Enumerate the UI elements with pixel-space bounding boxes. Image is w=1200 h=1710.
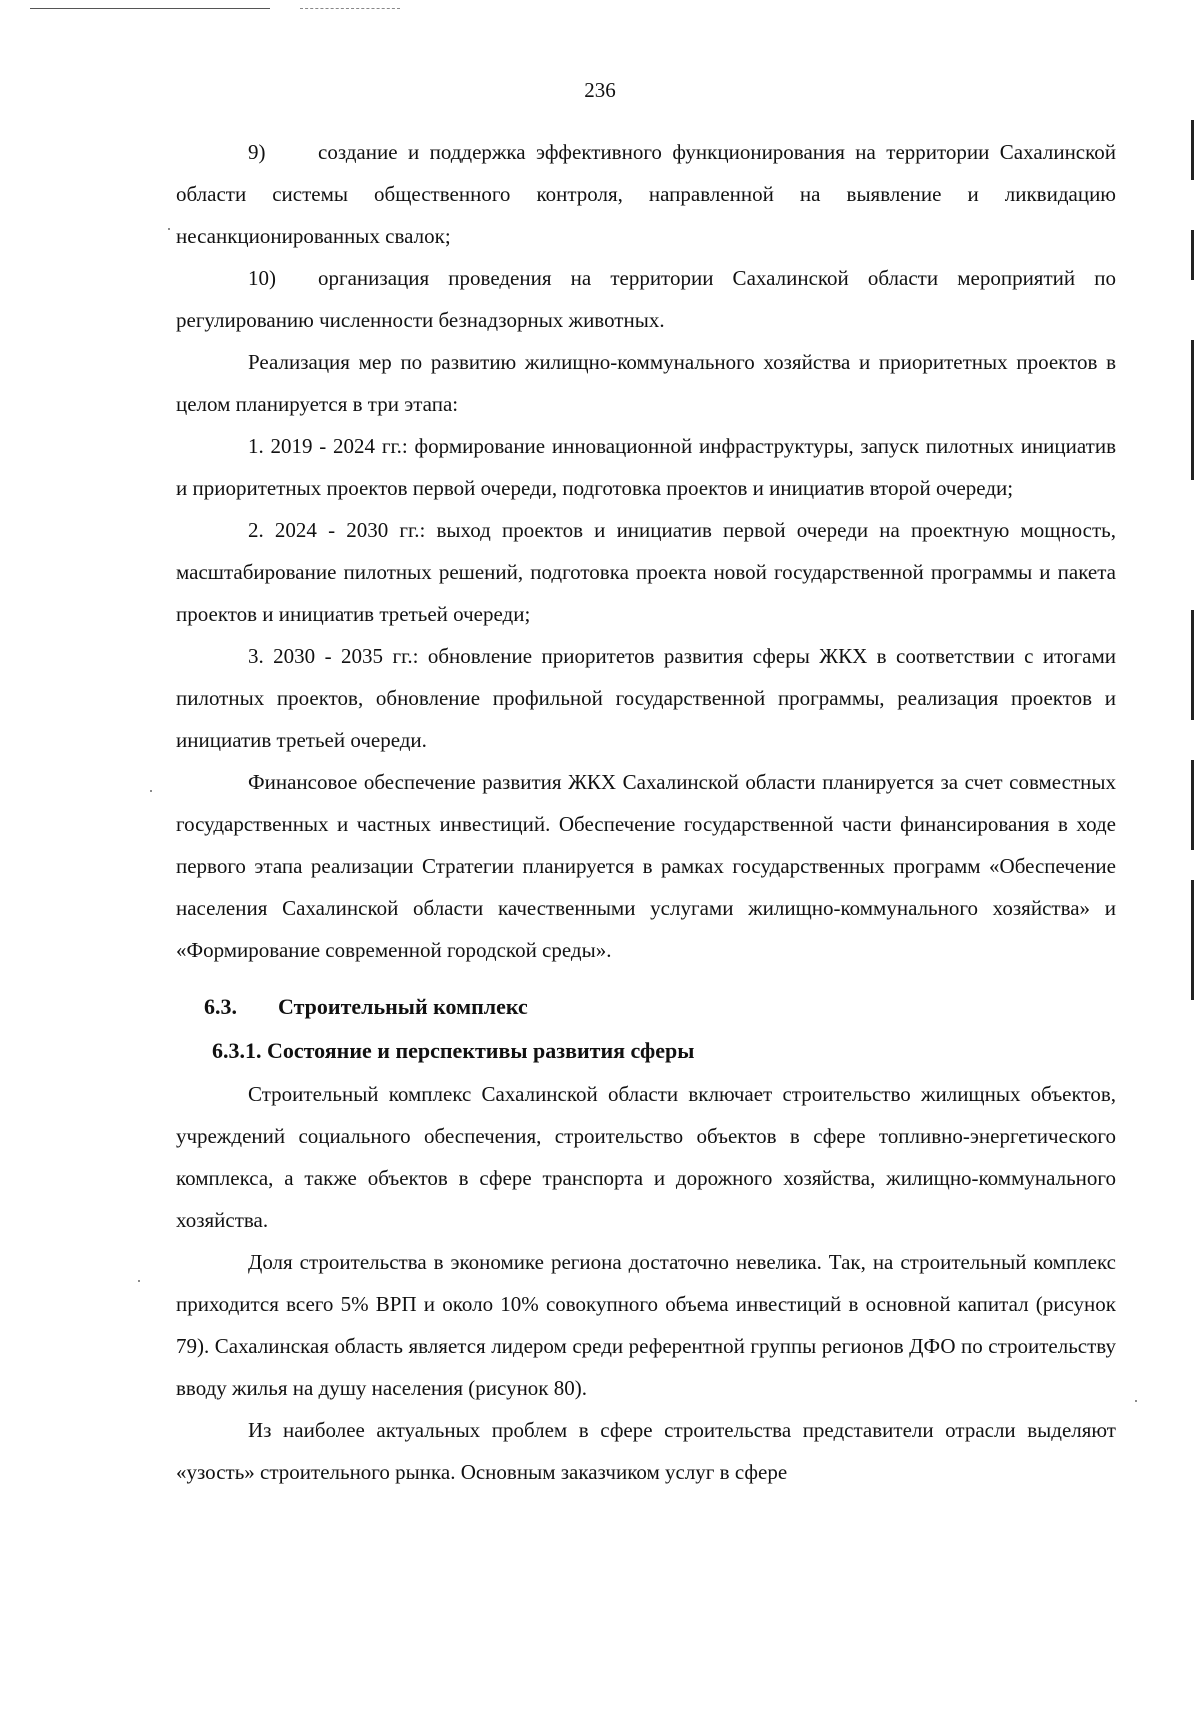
paragraph: Реализация мер по развитию жилищно-коммунального хозяйства и приоритетных проектов в целом планируется в три этапа: bbox=[176, 350, 1116, 416]
list-item bbox=[176, 131, 1116, 257]
scan-edge-mark bbox=[1191, 120, 1194, 180]
stage-paragraph: 1. 2019 - 2024 гг.: формирование инновационной инфраструктуры, запуск пилотных инициатив и приоритетных проектов первой очереди, подготовка проектов и инициатив второй очереди; bbox=[176, 434, 1116, 500]
paragraph: Финансовое обеспечение развития ЖКХ Сахалинской области планируется за счет совместных государственных и частных инвестиций. Обеспечение государственной части финансирования в ходе первого этапа реализации Стратегии планируется в рамках государственных программ «Обеспечение населения Сахалинской области качественными услугами жилищно-коммунального хозяйства» и «Формирование современной городской среды». bbox=[176, 770, 1116, 962]
list-item bbox=[176, 257, 1116, 341]
scan-edge-mark bbox=[1191, 760, 1194, 850]
paragraph: Строительный комплекс Сахалинской области включает строительство жилищных объектов, учреждений социального обеспечения, строительство объектов в сфере топливно-энергетического комплекса, а также объектов в сфере транспорта и дорожного хозяйства, жилищно-коммунального хозяйства. bbox=[176, 1082, 1116, 1232]
paragraph: Из наиболее актуальных проблем в сфере строительства представители отрасли выделяют «узость» строительного рынка. Основным заказчиком услуг в сфере bbox=[176, 1418, 1116, 1484]
stage-paragraph: 3. 2030 - 2035 гг.: обновление приоритетов развития сферы ЖКХ в соответствии с итогами пилотных проектов, обновление профильной государственной программы, реализация проектов и инициатив третьей очереди. bbox=[176, 644, 1116, 752]
list-item-text: создание и поддержка эффективного функционирования на территории Сахалинской области системы общественного контроля, направленной на выявление и ликвидацию несанкционированных свалок; bbox=[176, 140, 1116, 248]
scan-edge-mark bbox=[1191, 880, 1194, 1000]
scan-speck bbox=[1135, 1400, 1137, 1402]
page-number: 236 bbox=[584, 78, 616, 102]
scan-edge-mark bbox=[1191, 230, 1194, 280]
section-number: 6.3. bbox=[204, 994, 237, 1019]
list-item-text: организация проведения на территории Сахалинской области мероприятий по регулированию численности безнадзорных животных. bbox=[176, 266, 1116, 332]
stage-paragraph: 2. 2024 - 2030 гг.: выход проектов и инициатив первой очереди на проектную мощность, масштабирование пилотных решений, подготовка проекта новой государственной программы и пакета проектов и инициатив третьей очереди; bbox=[176, 518, 1116, 626]
scan-speck bbox=[138, 1280, 140, 1282]
list-item-number: 9) bbox=[248, 140, 266, 164]
section-title: Строительный комплекс bbox=[278, 994, 528, 1019]
section-heading bbox=[176, 985, 1116, 1029]
scan-top-rule bbox=[30, 8, 270, 9]
subsection-title: Состояние и перспективы развития сферы bbox=[267, 1038, 695, 1063]
scan-speck bbox=[150, 790, 152, 792]
document-body bbox=[176, 131, 1116, 1493]
subsection-number: 6.3.1. bbox=[212, 1038, 262, 1063]
list-item-number: 10) bbox=[248, 266, 276, 290]
scan-top-rule-dashed bbox=[300, 8, 400, 9]
scan-edge-mark bbox=[1191, 340, 1194, 480]
subsection-heading bbox=[176, 1029, 1116, 1073]
paragraph: Доля строительства в экономике региона достаточно невелика. Так, на строительный комплекс приходится всего 5% ВРП и около 10% совокупного объема инвестиций в основной капитал (рисунок 79). Сахалинская область является лидером среди референтной группы регионов ДФО по строительству вводу жилья на душу населения (рисунок 80). bbox=[176, 1250, 1116, 1400]
scan-speck bbox=[168, 228, 170, 230]
scan-edge-mark bbox=[1191, 610, 1194, 720]
